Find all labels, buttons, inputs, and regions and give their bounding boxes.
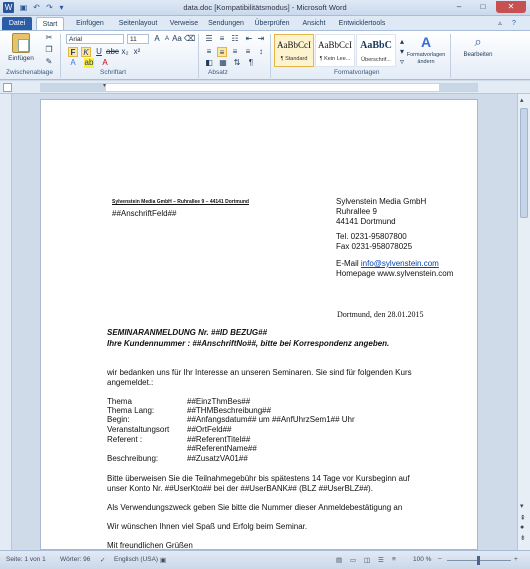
zoom-out-icon[interactable]: − [438,556,442,563]
previous-page-icon[interactable]: ⇞ [520,515,526,522]
payment-line-1: Bitte überweisen Sie die Teilnahmegebühr bis spätestens 14 Tage vor Kursbeginn auf [107,474,410,483]
detail-label: Referent : [107,435,143,444]
minimize-ribbon-icon[interactable]: ▵ [498,20,502,27]
clear-format-icon[interactable]: ⌫ [184,34,196,43]
horizontal-ruler[interactable] [0,81,530,94]
tab-datei[interactable]: Datei [2,17,32,30]
font-color-icon[interactable]: A [102,58,108,67]
cut-icon[interactable]: ✂ [45,33,53,42]
change-styles-button[interactable]: A Formatvorlagen ändern [406,34,446,65]
style-standard[interactable]: AaBbCcI ¶ Standard [274,34,314,67]
detail-value: ##ReferentName## [187,444,257,453]
underline-button[interactable]: U [96,47,102,56]
decrease-indent-icon[interactable]: ⇤ [245,34,253,43]
wish-line: Wir wünschen Ihnen viel Spaß und Erfolg beim Seminar. [107,522,308,531]
undo-icon[interactable]: ↶ [33,3,40,12]
strikethrough-icon[interactable]: abc [106,47,119,56]
tab-sendungen[interactable]: Sendungen [208,20,244,27]
grow-font-icon[interactable]: A [154,34,160,43]
format-painter-icon[interactable]: ✎ [45,57,53,66]
editing-button[interactable]: ⌕ Bearbeiten [458,34,498,68]
group-label-paragraph: Absatz [208,69,228,76]
close-button[interactable]: ✕ [496,1,526,13]
outline-icon[interactable]: ☰ [378,557,384,564]
paste-button[interactable]: Einfügen [6,33,36,67]
vertical-ruler[interactable] [0,94,12,550]
italic-button[interactable]: K [81,47,91,57]
scroll-up-icon[interactable]: ▴ [520,97,524,104]
detail-label: Veranstaltungsort [107,425,170,434]
payment-line-2: unser Konto Nr. ##UserKto## bei der ##UserBANK## (BLZ ##UserBLZ##). [107,484,373,493]
redo-icon[interactable]: ↷ [46,3,53,12]
sender-line: Sylvenstein Media GmbH – Ruhrallee 9 – 44141 Dortmund [112,199,249,205]
detail-value: ##EinzThmBes## [187,397,251,406]
detail-label: Thema [107,397,132,406]
tab-verweise[interactable]: Verweise [169,20,199,27]
copy-icon[interactable]: ❐ [45,45,53,54]
purpose-line: Als Verwendungszweck geben Sie bitte die Nummer dieser Anmeldebestätigung an [107,503,403,512]
company-city: 44141 Dortmund [336,217,396,226]
text-effects-icon[interactable]: A [70,58,76,67]
tab-ansicht[interactable]: Ansicht [302,20,326,27]
customize-qat-icon[interactable]: ▾ [59,3,64,12]
proofing-icon[interactable]: ✓ [100,557,106,564]
detail-label: Begin: [107,415,130,424]
detail-value: ##THMBeschreibung## [187,406,272,415]
shrink-font-icon[interactable]: A [164,36,169,42]
group-label-styles: Formatvorlagen [334,69,380,76]
group-label-clipboard: Zwischenablage [6,69,53,76]
change-styles-icon: A [420,34,432,50]
closing-line: Mit freundlichen Grüßen [107,541,193,550]
tab-start[interactable]: Start [36,17,64,30]
status-bar [0,550,530,569]
highlight-icon[interactable]: ab [84,58,94,67]
tab-ueberpruefen[interactable]: Überprüfen [254,20,290,27]
intro-line-1: wir bedanken uns für Ihr Interesse an unseren Seminaren. Sie sind für folgenden Kurs [107,368,412,377]
styles-scroll-down-icon[interactable]: ▾ [399,47,404,56]
bullets-icon[interactable]: ☰ [205,34,213,43]
detail-value: ##ZusatzVA01## [187,454,248,463]
detail-value: ##ReferentTitel## [187,435,251,444]
detail-label: Thema Lang: [107,406,155,415]
company-name: Sylvenstein Media GmbH [336,197,427,206]
scroll-down-icon[interactable]: ▾ [520,503,524,510]
subject-line-1: SEMINARANMELDUNG Nr. ##ID BEZUG## [107,328,268,337]
language-indicator[interactable]: Englisch (USA) [114,556,159,563]
bold-button[interactable]: F [68,47,78,57]
zoom-level[interactable]: 100 % [413,556,432,563]
indent-marker-icon[interactable]: ▾ [103,83,107,89]
justify-icon[interactable]: ≡ [245,47,251,56]
tab-einfuegen[interactable]: Einfügen [76,20,104,27]
vertical-scrollbar[interactable] [517,94,530,550]
align-center-icon[interactable]: ≡ [217,47,227,57]
company-tel: Tel. 0231-95807800 [336,232,407,241]
borders-icon[interactable]: ▦ [219,58,227,67]
zoom-slider-thumb[interactable] [477,556,480,565]
font-name-box[interactable]: Arial [66,34,124,44]
sort-icon[interactable]: ⇅ [233,58,241,67]
company-street: Ruhrallee 9 [336,207,377,216]
save-icon[interactable]: ▣ [19,3,28,12]
next-page-icon[interactable]: ⇟ [520,535,526,542]
subscript-icon[interactable]: x₂ [121,47,129,56]
style-ueberschrift[interactable]: AaBbC Überschrif... [356,34,396,67]
web-layout-icon[interactable]: ◫ [364,557,371,564]
print-layout-icon[interactable]: ▤ [336,557,343,564]
tab-entwicklertools[interactable]: Entwicklertools [338,20,386,27]
align-left-icon[interactable]: ≡ [206,47,212,56]
shading-icon[interactable]: ◧ [205,58,213,67]
styles-scroll-up-icon[interactable]: ▴ [399,37,404,46]
font-size-box[interactable]: 11 [127,34,149,44]
address-field: ##AnschriftFeld## [112,209,177,218]
date-line: Dortmund, den 28.01.2015 [337,310,424,319]
multilevel-list-icon[interactable]: ☷ [231,34,239,43]
zoom-in-icon[interactable]: + [514,556,518,563]
company-homepage: Homepage www.sylvenstein.com [336,269,454,278]
word-count[interactable]: Wörter: 96 [60,556,91,563]
maximize-button[interactable]: □ [480,2,486,11]
draft-icon[interactable]: ≡ [392,556,396,563]
window-title: data.doc [Kompatibilitätsmodus] - Microsoft Word [183,3,347,12]
group-label-font: Schriftart [100,69,127,76]
tab-seitenlayout[interactable]: Seitenlayout [118,20,158,27]
ribbon-tabs [0,16,530,30]
tab-selector-icon[interactable] [3,83,12,92]
paste-icon [12,33,30,53]
increase-indent-icon[interactable]: ⇥ [257,34,265,43]
subject-line-2: Ihre Kundennummer : ##AnschriftNo##, bitte bei Korrespondenz angeben. [107,339,390,348]
company-fax: Fax 0231-958078025 [336,242,413,251]
line-spacing-icon[interactable]: ↕ [259,47,263,56]
show-formatting-icon[interactable]: ¶ [248,58,254,67]
macro-record-icon[interactable]: ▣ [160,557,167,564]
email-link[interactable]: info@sylvenstein.com [360,259,439,268]
intro-line-2: angemeldet.: [107,378,154,387]
styles-more-icon[interactable]: ▿ [399,57,404,66]
detail-label: Beschreibung: [107,454,159,463]
full-screen-icon[interactable]: ▭ [350,557,357,564]
style-kein-leerraum[interactable]: AaBbCcI ¶ Kein Lee... [315,34,355,67]
align-right-icon[interactable]: ≡ [232,47,238,56]
word-app-icon[interactable]: W [4,3,13,12]
page-count[interactable]: Seite: 1 von 1 [6,556,46,563]
scroll-thumb[interactable] [520,108,528,218]
change-case-icon[interactable]: Aa [172,34,182,43]
help-icon[interactable]: ? [512,20,516,27]
browse-object-icon[interactable]: ● [520,524,525,531]
ribbon [0,30,530,80]
numbering-icon[interactable]: ≡ [219,34,225,43]
document-page[interactable] [40,99,478,550]
minimize-button[interactable]: – [456,2,462,11]
title-bar [0,0,530,16]
detail-value: ##Anfangsdatum## um ##AnfUhrzSem1## Uhr [187,415,355,424]
company-email: E-Mail info@sylvenstein.com [336,259,439,268]
binoculars-icon: ⌕ [474,34,482,49]
superscript-icon[interactable]: x² [133,47,141,56]
detail-value: ##OrtFeld## [187,425,232,434]
